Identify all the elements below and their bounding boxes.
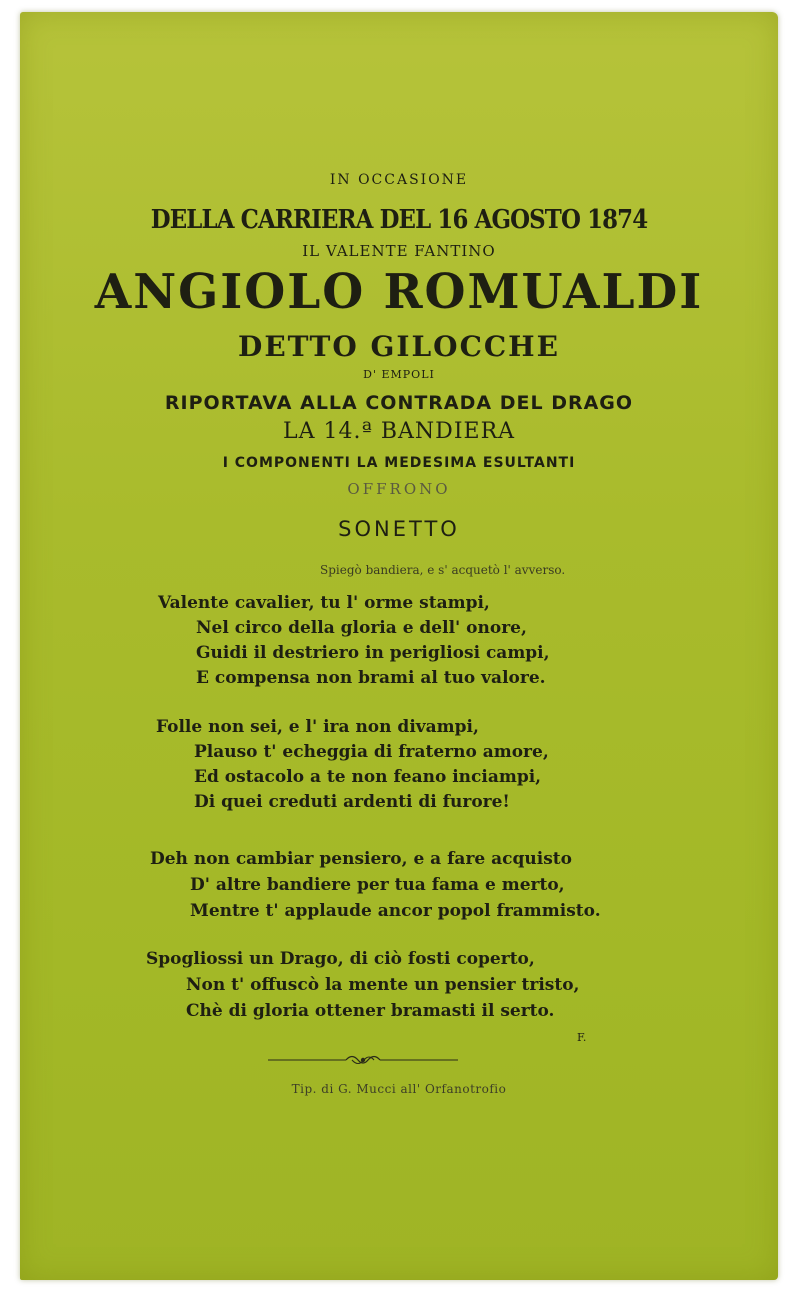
- occasion-line: IN OCCASIONE: [329, 172, 469, 188]
- sonnet-title: SONETTO: [338, 517, 460, 541]
- banner-line: LA 14.ª BANDIERA: [282, 419, 516, 444]
- poem-line: Mentre t' applaude ancor popol frammisto.: [190, 901, 601, 921]
- offer-line: OFFRONO: [347, 480, 451, 498]
- poem-line: Chè di gloria ottener bramasti il serto.: [186, 1001, 555, 1021]
- valiant-jockey-line: IL VALENTE FANTINO: [302, 242, 496, 260]
- poem-line: Plauso t' echeggia di fraterno amore,: [194, 742, 549, 762]
- poem-line: Ed ostacolo a te non feano inciampi,: [194, 767, 542, 787]
- author-signature: F.: [577, 1031, 587, 1044]
- poem-line: E compensa non brami al tuo valore.: [196, 668, 546, 688]
- poem-line: Deh non cambiar pensiero, e a fare acquisto: [150, 849, 572, 869]
- jockey-nickname: DETTO GILOCCHE: [238, 330, 560, 363]
- poem-line: Non t' offuscò la mente un pensier tristo,: [186, 975, 580, 995]
- broadside-sheet: [20, 12, 778, 1280]
- jockey-name: ANGIOLO ROMUALDI: [94, 264, 704, 320]
- race-date-line: DELLA CARRIERA DEL 16 AGOSTO 1874: [150, 205, 648, 235]
- poem-line: Spogliossi un Drago, di ciò fosti coperto,: [146, 949, 535, 969]
- poem-line: Valente cavalier, tu l' orme stampi,: [158, 593, 490, 613]
- ornament-divider: [268, 1050, 458, 1070]
- members-line: I COMPONENTI LA MEDESIMA ESULTANTI: [222, 455, 576, 471]
- poem-line: Nel circo della gloria e dell' onore,: [196, 618, 527, 638]
- poem-line: Di quei creduti ardenti di furore!: [194, 792, 510, 812]
- epigraph: Spiegò bandiera, e s' acquetò l' avverso.: [320, 563, 566, 577]
- poem-line: D' altre bandiere per tua fama e merto,: [190, 875, 565, 895]
- printer-imprint: Tip. di G. Mucci all' Orfanotrofio: [291, 1082, 507, 1096]
- poem-line: Folle non sei, e l' ira non divampi,: [156, 717, 479, 737]
- contrada-line: RIPORTAVA ALLA CONTRADA DEL DRAGO: [164, 392, 634, 414]
- poem-line: Guidi il destriero in perigliosi campi,: [196, 643, 550, 663]
- jockey-origin: D' EMPOLI: [363, 368, 435, 381]
